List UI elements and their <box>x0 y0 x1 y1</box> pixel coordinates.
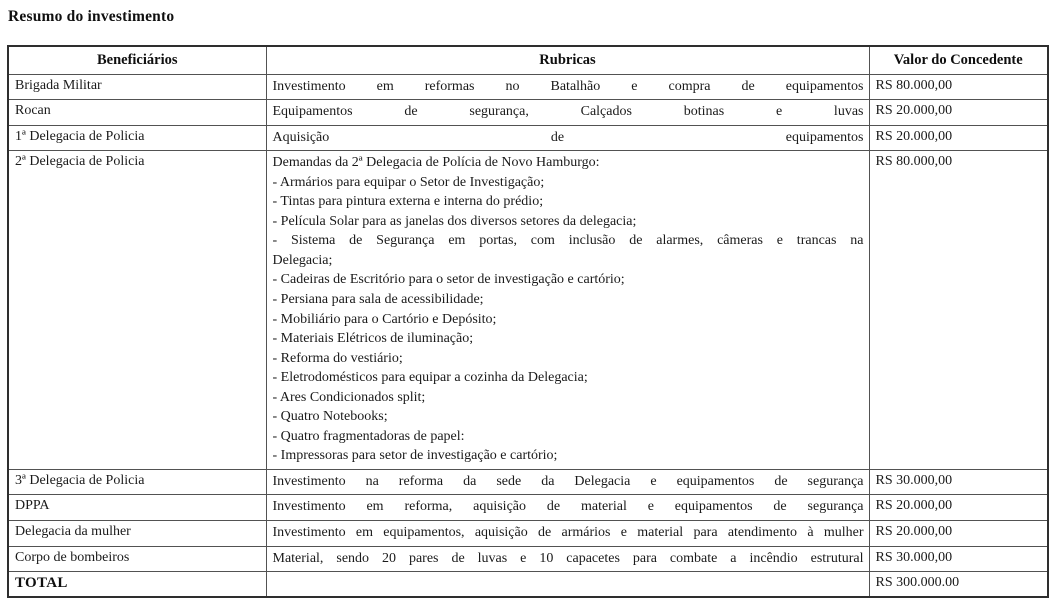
rubric-cell <box>266 151 869 470</box>
value-cell: RS 20.000,00 <box>869 520 1048 546</box>
table-row <box>8 495 1048 521</box>
table-header-row <box>8 46 1048 74</box>
rubric-line: - Materiais Elétricos de iluminação; <box>272 331 474 347</box>
table-row <box>8 151 1048 470</box>
rubric-line: Delegacia; <box>272 252 333 268</box>
rubric-line: Investimento na reforma da sede da Delegacia e equipamentos de segurança <box>272 473 864 489</box>
rubric-cell <box>266 546 869 572</box>
value-cell: RS 80.000,00 <box>869 74 1048 100</box>
rubric-cell <box>266 469 869 495</box>
beneficiary-cell: Rocan <box>8 100 266 126</box>
rubric-line: Material, sendo 20 pares de luvas e 10 capacetes para combate a incêndio estrutural <box>272 550 864 566</box>
rubric-line: Investimento em reformas no Batalhão e compra de equipamentos <box>272 78 864 94</box>
rubric-line: - Cadeiras de Escritório para o setor de investigação e cartório; <box>272 272 625 288</box>
rubric-line: - Quatro fragmentadoras de papel: <box>272 428 465 444</box>
table-row <box>8 100 1048 126</box>
value-cell: RS 30.000,00 <box>869 546 1048 572</box>
rubric-line: - Tintas para pintura externa e interna do prédio; <box>272 194 544 210</box>
beneficiary-cell: 2ª Delegacia de Policia <box>8 151 266 470</box>
rubric-line: - Quatro Notebooks; <box>272 409 388 425</box>
table-row <box>8 125 1048 151</box>
value-cell: RS 20.000,00 <box>869 125 1048 151</box>
beneficiary-cell: DPPA <box>8 495 266 521</box>
rubric-line: - Ares Condicionados split; <box>272 389 426 405</box>
beneficiary-cell: Corpo de bombeiros <box>8 546 266 572</box>
rubric-cell <box>266 572 869 597</box>
rubric-line: Equipamentos de segurança, Calçados botinas e luvas <box>272 104 864 120</box>
rubric-cell <box>266 74 869 100</box>
rubric-cell <box>266 125 869 151</box>
rubric-line: - Reforma do vestiário; <box>272 350 403 366</box>
rubric-line: - Sistema de Segurança em portas, com inclusão de alarmes, câmeras e trancas na <box>272 233 864 249</box>
rubric-cell <box>266 520 869 546</box>
column-header-rubricas: Rubricas <box>266 46 869 74</box>
value-cell: RS 20.000,00 <box>869 100 1048 126</box>
value-cell: RS 300.000.00 <box>869 572 1048 597</box>
beneficiary-cell: Brigada Militar <box>8 74 266 100</box>
rubric-line: - Película Solar para as janelas dos diversos setores da delegacia; <box>272 213 637 229</box>
page-title: Resumo do investimento <box>8 8 175 25</box>
rubric-line: - Armários para equipar o Setor de Investigação; <box>272 174 545 190</box>
rubric-line: Investimento em equipamentos, aquisição de armários e material para atendimento à mulher <box>272 524 864 540</box>
beneficiary-cell: 1ª Delegacia de Policia <box>8 125 266 151</box>
value-cell: RS 20.000,00 <box>869 495 1048 521</box>
rubric-line: - Mobiliário para o Cartório e Depósito; <box>272 311 497 327</box>
rubric-cell <box>266 100 869 126</box>
value-cell: RS 80.000,00 <box>869 151 1048 470</box>
rubric-line: Demandas da 2ª Delegacia de Polícia de Novo Hamburgo: <box>272 155 600 171</box>
column-header-valor-concedente: Valor do Concedente <box>869 46 1048 74</box>
rubric-line: - Persiana para sala de acessibilidade; <box>272 291 484 307</box>
table-body <box>8 74 1048 597</box>
investment-summary-table <box>7 45 1049 598</box>
beneficiary-cell: 3ª Delegacia de Policia <box>8 469 266 495</box>
rubric-line: Aquisição de equipamentos <box>272 129 864 145</box>
rubric-line: - Eletrodomésticos para equipar a cozinha da Delegacia; <box>272 370 588 386</box>
value-cell: RS 30.000,00 <box>869 469 1048 495</box>
table-total-row <box>8 572 1048 597</box>
rubric-line: Investimento em reforma, aquisição de material e equipamentos de segurança <box>272 499 864 515</box>
column-header-beneficiarios: Beneficiários <box>8 46 266 74</box>
beneficiary-cell: Delegacia da mulher <box>8 520 266 546</box>
beneficiary-cell: TOTAL <box>8 572 266 597</box>
table-row <box>8 469 1048 495</box>
table-row <box>8 520 1048 546</box>
table-row <box>8 74 1048 100</box>
rubric-cell <box>266 495 869 521</box>
rubric-line: - Impressoras para setor de investigação e cartório; <box>272 448 558 464</box>
table-row <box>8 546 1048 572</box>
